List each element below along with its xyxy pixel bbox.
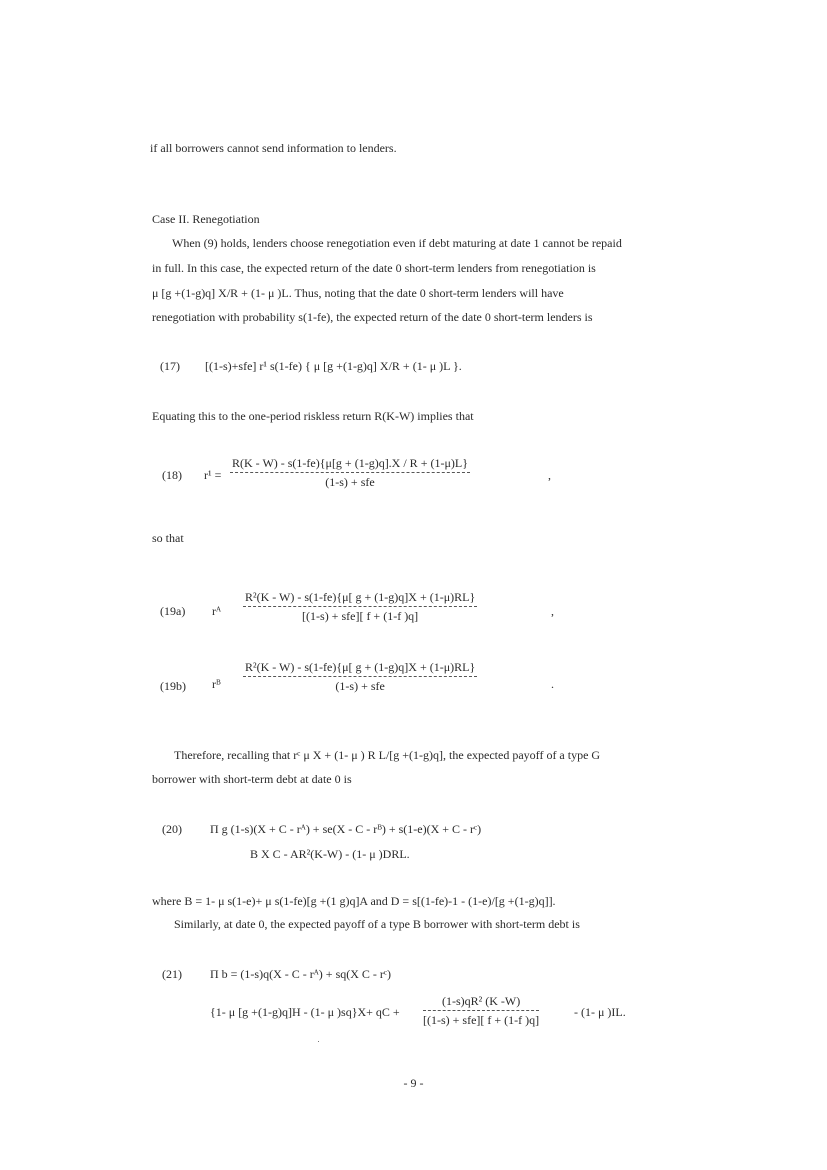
fraction <box>230 456 470 490</box>
equation-label: (19b) <box>160 679 186 693</box>
page-number: - 9 - <box>403 1076 424 1090</box>
equation-tail: . <box>551 677 554 691</box>
fraction-numerator: R²(K - W) - s(1-fe){μ[ g + (1-g)q]X + (1-μ)RL} <box>243 590 477 607</box>
so-that-text: so that <box>152 531 184 545</box>
fraction-numerator: R(K - W) - s(1-fe){μ[g + (1-g)q].X / R + (1-μ)L} <box>230 456 470 473</box>
equation-label: (20) <box>162 822 182 836</box>
paragraph-line: When (9) holds, lenders choose renegotiation even if debt maturing at date 1 cannot be repaid <box>172 236 622 250</box>
equation-lhs: rᴮ <box>212 677 221 691</box>
equation-label: (18) <box>162 468 182 482</box>
paragraph-line: borrower with short-term debt at date 0 is <box>152 772 352 786</box>
equation-body: [(1-s)+sfe] r¹ s(1-fe) { μ [g +(1-g)q] X/R + (1- μ )L }. <box>205 359 462 373</box>
paragraph-line: renegotiation with probability s(1-fe), the expected return of the date 0 short-term lenders is <box>152 310 593 324</box>
fraction <box>243 660 477 694</box>
fraction <box>243 590 477 624</box>
section-heading: Case II. Renegotiation <box>152 212 260 226</box>
equation-line: Π b = (1-s)q(X - C - rᴬ) + sq(X C - rᶜ) <box>210 967 391 981</box>
equation-lhs: rᴬ <box>212 604 222 618</box>
equation-line-prefix: {1- μ [g +(1-g)q]H - (1- μ )sq}X+ qC + <box>210 1005 400 1019</box>
fraction-denominator: (1-s) + sfe <box>335 679 385 693</box>
equation-line: B X C - AR²(K-W) - (1- μ )DRL. <box>250 847 410 861</box>
paragraph-equating: Equating this to the one-period riskless return R(K-W) implies that <box>152 409 474 423</box>
fraction <box>423 994 539 1028</box>
fraction-numerator: (1-s)qR² (K -W) <box>423 994 539 1011</box>
equation-line: Π g (1-s)(X + C - rᴬ) + se(X - C - rᴮ) + s(1-e)(X + C - rᶜ) <box>210 822 482 836</box>
fraction-denominator: (1-s) + sfe <box>325 475 375 489</box>
equation-lhs: r¹ = <box>204 468 222 482</box>
equation-tail: , <box>551 604 554 618</box>
equation-tail: , <box>548 468 551 482</box>
stray-mark <box>318 1041 319 1042</box>
paragraph-line: where B = 1- μ s(1-e)+ μ s(1-fe)[g +(1 g)q]A and D = s[(1-fe)-1 - (1-e)/[g +(1-g)q]]. <box>152 894 556 908</box>
fraction-denominator: [(1-s) + sfe][ f + (1-f )q] <box>302 609 419 623</box>
equation-line-suffix: - (1- μ )IL. <box>574 1005 626 1019</box>
fraction-numerator: R²(K - W) - s(1-fe){μ[ g + (1-g)q]X + (1-μ)RL} <box>243 660 477 677</box>
equation-label: (21) <box>162 967 182 981</box>
paragraph-line: μ [g +(1-g)q] X/R + (1- μ )L. Thus, noting that the date 0 short-term lenders will have <box>152 286 564 300</box>
paragraph-line: Similarly, at date 0, the expected payoff of a type B borrower with short-term debt is <box>174 917 580 931</box>
fraction-denominator: [(1-s) + sfe][ f + (1-f )q] <box>423 1013 540 1027</box>
paragraph-line: Therefore, recalling that rᶜ μ X + (1- μ ) R L/[g +(1-g)q], the expected payoff of a type G <box>174 748 601 762</box>
equation-label: (17) <box>160 359 180 373</box>
intro-line: if all borrowers cannot send information to lenders. <box>150 141 397 155</box>
equation-label: (19a) <box>160 604 186 618</box>
paragraph-line: in full. In this case, the expected return of the date 0 short-term lenders from renegotiation is <box>152 261 596 275</box>
